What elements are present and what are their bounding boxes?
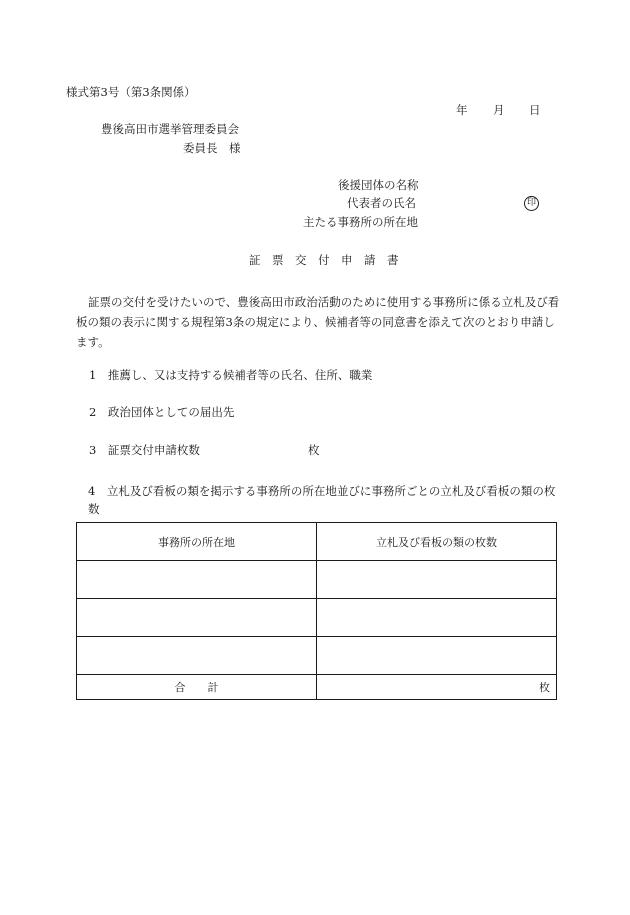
- item-3: [89, 445, 200, 457]
- body-paragraph: 証票の交付を受けたいので、豊後高田市政治活動のために使用する事務所に係る立札及び看板の類の表示に関する規程第3条の規定により、候補者等の同意書を添えて次のとおり申請します。: [76, 295, 560, 349]
- date-year: 年: [456, 103, 468, 117]
- item-number: 1: [89, 368, 97, 382]
- addressee-committee: 豊後高田市選挙管理委員会: [101, 122, 239, 136]
- item-1: [89, 370, 372, 382]
- table-header-row: [77, 523, 557, 561]
- item-text: 推薦し、又は支持する候補者等の氏名、住所、職業: [107, 368, 373, 382]
- table-total-row: [77, 675, 557, 700]
- org-name-label: 後援団体の名称: [338, 178, 419, 192]
- seal-mark: 印: [524, 196, 539, 211]
- item-2: [89, 407, 234, 419]
- table-cell: [77, 561, 317, 599]
- item-number: 3: [89, 443, 97, 457]
- item-text: 立札及び看板の類を掲示する事務所の所在地並びに事務所ごとの立札及び看板の類の枚数: [88, 484, 556, 516]
- table-row: [77, 637, 557, 675]
- table-total-label: 合 計: [77, 675, 317, 700]
- date-day: 日: [529, 103, 541, 117]
- form-number: 様式第3号（第3条関係）: [66, 85, 196, 99]
- representative-label: 代表者の氏名: [347, 196, 416, 210]
- item-number: 4: [88, 484, 96, 498]
- table-cell: [317, 561, 557, 599]
- table-row: [77, 561, 557, 599]
- table-header-count: 立札及び看板の類の枚数: [317, 523, 557, 561]
- document-title: 証 票 交 付 申 請 書: [249, 253, 399, 267]
- table-cell: [77, 599, 317, 637]
- item-4: [88, 482, 558, 518]
- item-number: 2: [89, 405, 97, 419]
- table-row: [77, 599, 557, 637]
- table-total-unit: 枚: [317, 675, 557, 700]
- table-cell: [77, 637, 317, 675]
- table-cell: [317, 599, 557, 637]
- table-header-address: 事務所の所在地: [77, 523, 317, 561]
- item-text: 証票交付申請枚数: [107, 443, 200, 457]
- office-table: [76, 522, 557, 700]
- addressee-chair: 委員長 様: [183, 141, 241, 155]
- item-3-unit: 枚: [308, 443, 320, 457]
- date-month: 月: [493, 103, 505, 117]
- office-address-label: 主たる事務所の所在地: [303, 215, 418, 229]
- item-text: 政治団体としての届出先: [107, 405, 235, 419]
- table-cell: [317, 637, 557, 675]
